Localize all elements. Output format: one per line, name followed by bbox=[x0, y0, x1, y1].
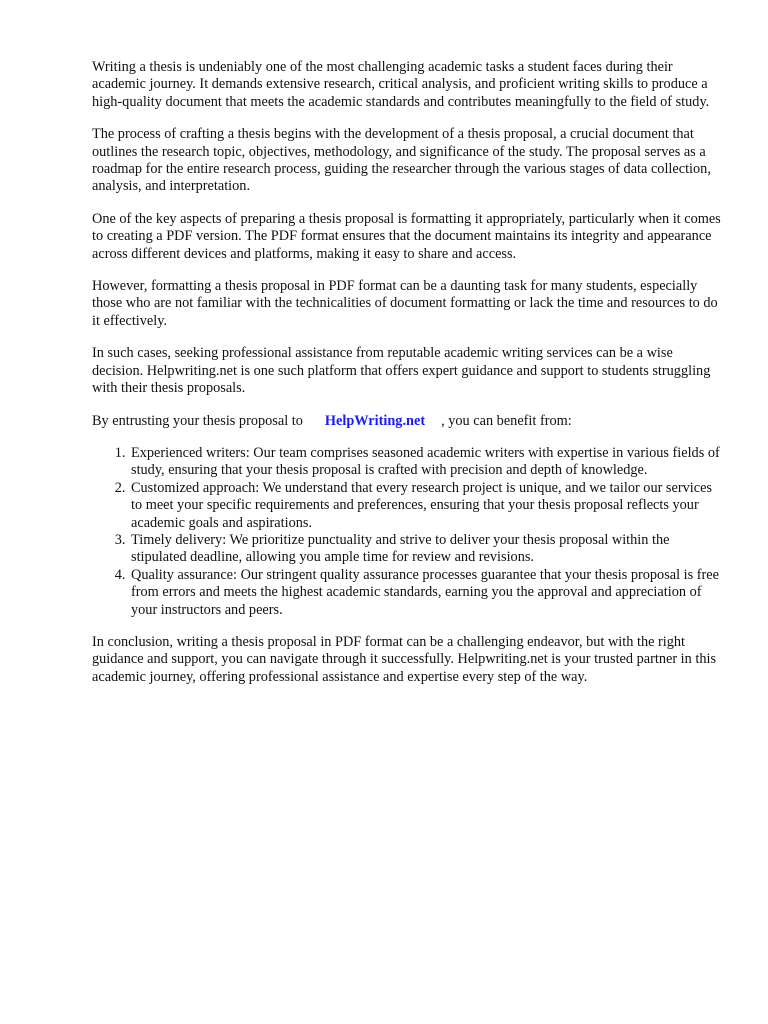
benefit-customized-approach: 2. Customized approach: We understand that every research project is unique, and we tailor our services to meet your specific requirements and preferences, ensuring that your thesis proposal reflects your academic goals and aspirations. bbox=[129, 480, 724, 532]
paragraph-intro: Writing a thesis is undeniably one of the most challenging academic tasks a student faces during their academic journey. It demands extensive research, critical analysis, and proficient writing skills to produce a high-quality document that meets the academic standards and contributes meaningfully to the field of study. bbox=[92, 59, 710, 110]
paragraph-professional-assistance: In such cases, seeking professional assistance from reputable academic writing services can be a wise decision. Helpwriting.net is one such platform that offers expert guidance and support to students struggling with their thesis proposals. bbox=[92, 345, 711, 397]
benefit-timely-delivery: 3. Timely delivery: We prioritize punctuality and strive to deliver your thesis proposal within the stipulated deadline, allowing you ample time for review and revisions. bbox=[129, 532, 724, 567]
document-page bbox=[92, 59, 724, 701]
benefits-list bbox=[92, 445, 724, 619]
paragraph-pdf-formatting: One of the key aspects of preparing a thesis proposal is formatting it appropriately, particularly when it comes to creating a PDF version. The PDF format ensures that the document maintains its integrity and appearance across different devices and platforms, making it easy to share and access. bbox=[92, 210, 721, 262]
benefit-quality-assurance: 4. Quality assurance: Our stringent quality assurance processes guarantee that your thesis proposal is free from errors and meets the highest academic standards, earning you the approval and appreciation of your instructors and peers. bbox=[129, 567, 724, 619]
benefit-experienced-writers: 1. Experienced writers: Our team comprises seasoned academic writers with expertise in various fields of study, ensuring that your thesis proposal is crafted with precision and depth of knowledge. bbox=[129, 445, 724, 480]
benefits-intro bbox=[92, 413, 724, 430]
paragraph-proposal-process: The process of crafting a thesis begins with the development of a thesis proposal, a crucial document that outlines the research topic, objectives, methodology, and significance of the study. The proposal serves as a roadmap for the entire research process, guiding the researcher through the various stages of data collection, analysis, and interpretation. bbox=[92, 126, 711, 195]
benefits-intro-text: By entrusting your thesis proposal to bbox=[92, 412, 303, 429]
helpwriting-link[interactable]: HelpWriting.net bbox=[324, 412, 426, 429]
benefits-intro-suffix: , you can benefit from: bbox=[441, 412, 572, 429]
paragraph-formatting-challenge: However, formatting a thesis proposal in PDF format can be a daunting task for many students, especially those who are not familiar with the technicalities of document formatting or lack the time and resources to do it effectively. bbox=[92, 278, 718, 329]
paragraph-conclusion: In conclusion, writing a thesis proposal in PDF format can be a challenging endeavor, but with the right guidance and support, you can navigate through it successfully. Helpwriting.net is your trusted partner in this academic journey, offering professional assistance and expertise every step of the way. bbox=[92, 633, 717, 685]
